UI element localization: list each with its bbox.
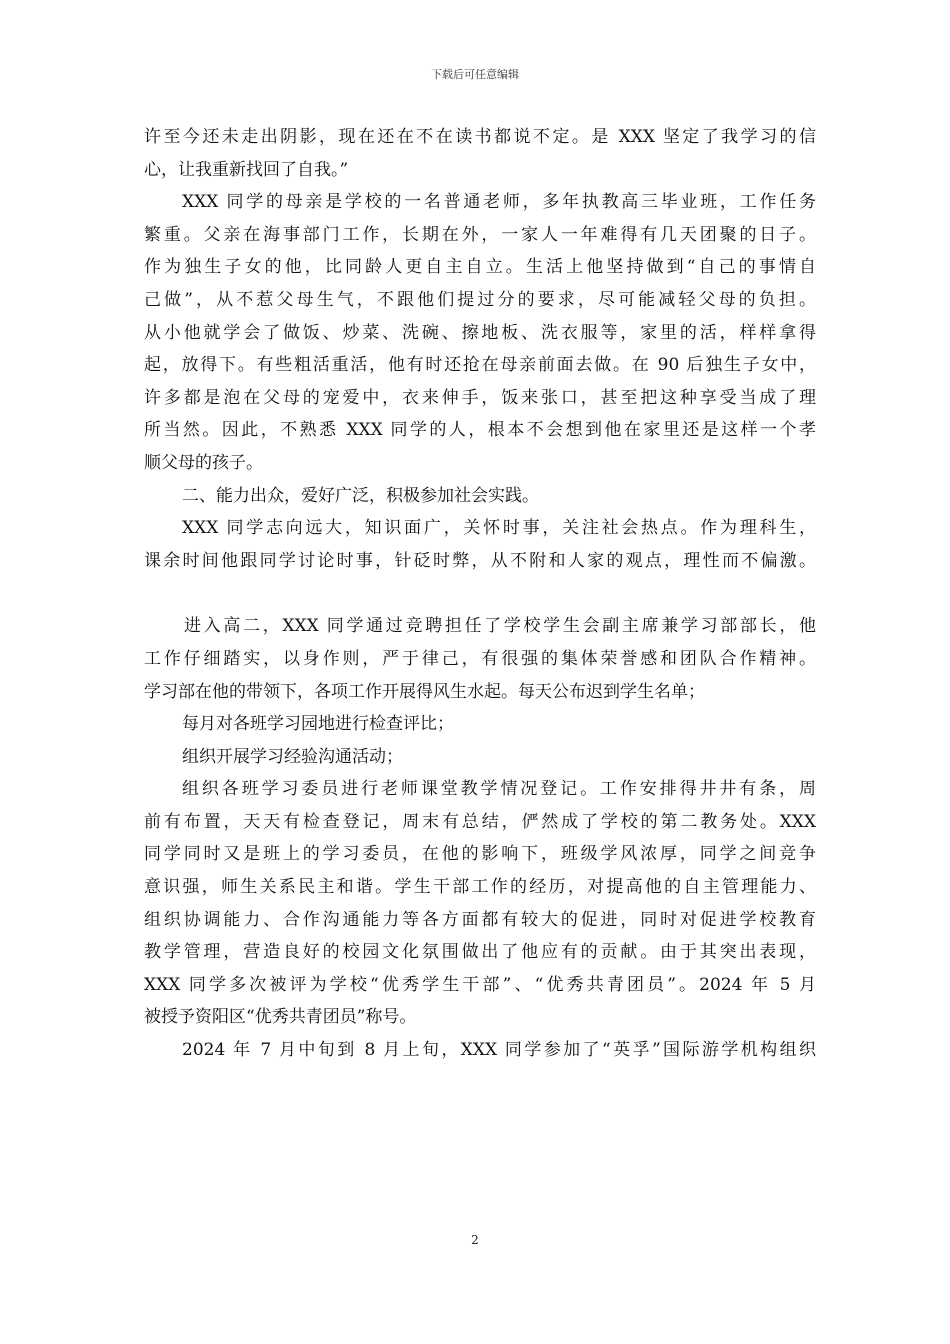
text-line: 教学管理，营造良好的校园文化氛围做出了他应有的贡献。由于其突出表现， xyxy=(144,942,816,963)
text-line: 心，让我重新找回了自我。” xyxy=(144,159,349,180)
text-line: 许多都是泡在父母的宠爱中，衣来伸手，饭来张口，甚至把这种享受当成了理 xyxy=(144,387,816,408)
text-line: 顺父母的孩子。 xyxy=(144,452,263,473)
text-line: 组织开展学习经验沟通活动； xyxy=(182,746,403,767)
text-line: 繁重。父亲在海事部门工作，长期在外，一家人一年难得有几天团聚的日子。 xyxy=(144,224,816,245)
text-line: 二、能力出众，爱好广泛，积极参加社会实践。 xyxy=(182,485,539,506)
text-line: 被授予资阳区“优秀共青团员”称号。 xyxy=(144,1007,417,1028)
page-number: 2 xyxy=(471,1233,479,1247)
document-body xyxy=(144,121,816,1067)
paragraph-8 xyxy=(144,773,816,1034)
paragraph-1 xyxy=(144,121,816,186)
page-header: 下载后可任意编辑 xyxy=(431,68,519,81)
text-line: 起，放得下。有些粗活重活，他有时还抢在母亲前面去做。在 90 后独生子女中， xyxy=(144,355,816,376)
paragraph-9 xyxy=(144,1034,816,1067)
text-line: 课余时间他跟同学讨论时事，针砭时弊，从不附和人家的观点，理性而不偏激。 xyxy=(144,550,816,571)
text-line: 同学同时又是班上的学习委员，在他的影响下，班级学风浓厚，同学之间竞争 xyxy=(144,844,816,865)
text-line: 每月对各班学习园地进行检查评比； xyxy=(182,714,454,735)
text-line: 组织协调能力、合作沟通能力等各方面都有较大的促进，同时对促进学校教育 xyxy=(144,909,816,930)
text-line: 学习部在他的带领下，各项工作开展得风生水起。每天公布迟到学生名单； xyxy=(144,681,705,702)
paragraph-5 xyxy=(144,610,816,708)
text-line: XXX 同学的母亲是学校的一名普通老师，多年执教高三毕业班，工作任务 xyxy=(182,192,816,213)
text-line: 作为独生子女的他，比同龄人更自主自立。生活上他坚持做到“自己的事情自 xyxy=(144,257,816,278)
text-line: 所当然。因此，不熟悉 XXX 同学的人，根本不会想到他在家里还是这样一个孝 xyxy=(144,420,816,441)
paragraph-2 xyxy=(144,186,816,479)
text-line: 意识强，师生关系民主和谐。学生干部工作的经历，对提高他的自主管理能力、 xyxy=(144,877,816,898)
section-heading xyxy=(144,480,816,513)
text-line: 进入高二，XXX 同学通过竞聘担任了学校学生会副主席兼学习部部长，他 xyxy=(184,616,816,637)
paragraph-7 xyxy=(144,741,816,774)
text-line: XXX 同学志向远大，知识面广，关怀时事，关注社会热点。作为理科生， xyxy=(182,518,816,539)
text-line: XXX 同学多次被评为学校“优秀学生干部”、“优秀共青团员”。2024 年 5 月 xyxy=(144,974,816,995)
text-line: 前有布置，天天有检查登记，周末有总结，俨然成了学校的第二教务处。XXX xyxy=(144,811,816,832)
text-line: 组织各班学习委员进行老师课堂教学情况登记。工作安排得井井有条，周 xyxy=(182,779,816,800)
text-line: 许至今还未走出阴影，现在还在不在读书都说不定。是 XXX 坚定了我学习的信 xyxy=(144,127,816,147)
text-line: 己做”，从不惹父母生气，不跟他们提过分的要求，尽可能减轻父母的负担。 xyxy=(144,289,816,310)
blank-line xyxy=(144,577,816,610)
text-line: 从小他就学会了做饭、炒菜、洗碗、擦地板、洗衣服等，家里的活，样样拿得 xyxy=(144,322,816,343)
paragraph-6 xyxy=(144,708,816,741)
text-line: 2024 年 7 月中旬到 8 月上旬，XXX 同学参加了“英孚”国际游学机构组织 xyxy=(182,1040,816,1061)
paragraph-4 xyxy=(144,512,816,577)
text-line: 工作仔细踏实，以身作则，严于律己，有很强的集体荣誉感和团队合作精神。 xyxy=(144,648,816,669)
